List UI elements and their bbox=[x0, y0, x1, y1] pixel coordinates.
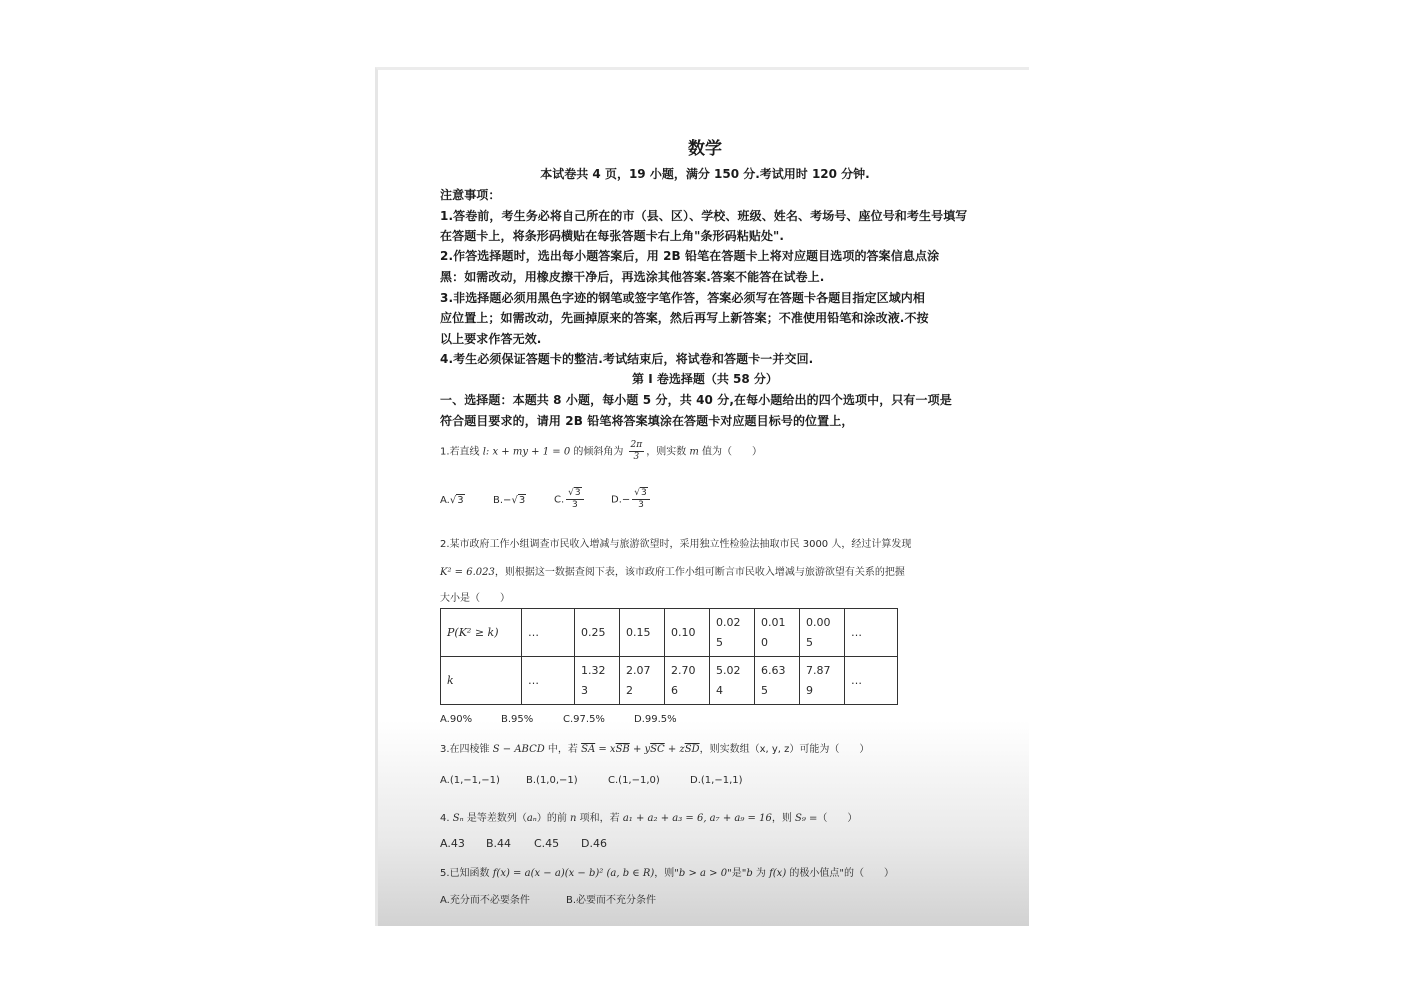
radicand: 3 bbox=[518, 495, 526, 506]
choice-label: D. bbox=[611, 494, 622, 506]
table-cell: 0.00 5 bbox=[800, 609, 845, 657]
q3-choice-d: D.(1,−1,1) bbox=[690, 775, 743, 786]
q5-text: ，则" bbox=[654, 868, 679, 879]
q1-text: 1.若直线 bbox=[440, 446, 483, 458]
q1-angle-fraction bbox=[629, 440, 645, 463]
question-2-stem-line3: 大小是（ ） bbox=[440, 593, 510, 604]
vector-sb: $\overline{SB}$ bbox=[615, 744, 630, 755]
choice-fraction: $\frac{√3}{3}$ bbox=[632, 488, 649, 511]
table-header-cell: k bbox=[441, 657, 522, 705]
note-line: 应位置上；如需改动，先画掉原来的答案，然后再写上新答案；不准使用铅笔和涂改液.不按 bbox=[440, 311, 929, 325]
q3-eq-part: + z bbox=[664, 744, 685, 755]
q4-choice-c: C.45 bbox=[534, 837, 560, 850]
vector-sa: $\overline{SA}$ bbox=[581, 744, 596, 755]
table-cell: … bbox=[845, 609, 898, 657]
table-row bbox=[441, 657, 898, 705]
q1-choice-d bbox=[611, 488, 652, 511]
q3-text: 3.在四棱锥 bbox=[440, 744, 493, 755]
q2-choice-d: D.99.5% bbox=[634, 714, 677, 725]
q2-choice-a: A.90% bbox=[440, 714, 473, 725]
exam-subtitle: 本试卷共 4 页，19 小题，满分 150 分.考试用时 120 分钟. bbox=[540, 167, 870, 181]
table-cell: 0.02 5 bbox=[710, 609, 755, 657]
note-line: 4.考生必须保证答题卡的整洁.考试结束后，将试卷和答题卡一并交回. bbox=[440, 352, 814, 366]
minus-sign: − bbox=[503, 495, 512, 506]
q5-f: f(x) bbox=[769, 868, 787, 879]
q2-k-value: K² = 6.023 bbox=[440, 567, 495, 578]
q2-choice-b: B.95% bbox=[501, 714, 534, 725]
choice-label: B. bbox=[493, 495, 504, 506]
denominator: 3 bbox=[572, 500, 578, 510]
note-line: 1.答卷前，考生务必将自己所在的市（县、区）、学校、班级、姓名、考场号、座位号和考生号填写 bbox=[440, 209, 968, 223]
q2-choice-c: C.97.5% bbox=[563, 714, 605, 725]
q2-text: ，则根据这一数据查阅下表，该市政府工作小组可断言市民收入增减与旅游欲望有关系的把握 bbox=[494, 567, 905, 578]
q4-text: =（ ） bbox=[805, 813, 858, 824]
radicand: 3 bbox=[641, 488, 647, 498]
question-3-stem bbox=[440, 740, 869, 755]
table-cell: 2.07 2 bbox=[620, 657, 665, 705]
question-5-stem bbox=[440, 864, 894, 879]
q4-s9: S₉ bbox=[795, 813, 806, 824]
critical-value-table bbox=[440, 608, 898, 705]
note-line: 以上要求作答无效. bbox=[440, 332, 542, 346]
q1-angle-numerator: 2π bbox=[630, 440, 643, 450]
question-1-stem bbox=[440, 440, 762, 463]
q3-choice-a: A.(1,−1,−1) bbox=[440, 775, 500, 786]
q1-choice-c bbox=[554, 488, 586, 511]
q4-text: 4. bbox=[440, 813, 453, 824]
q4-text: 是等差数列（ bbox=[463, 813, 527, 824]
q4-choice-b: B.44 bbox=[486, 837, 512, 850]
table-cell: 0.15 bbox=[620, 609, 665, 657]
q4-text: ，则 bbox=[771, 813, 796, 824]
choice-fraction: $\frac{√3}{3}$ bbox=[566, 488, 583, 511]
q1-text: ，则实数 bbox=[646, 446, 690, 458]
q4-choice-a: A.43 bbox=[440, 837, 465, 850]
vector-sd: $\overline{SD}$ bbox=[684, 744, 700, 755]
q4-condition: a₁ + a₂ + a₃ = 6, a₇ + a₉ = 16 bbox=[622, 813, 772, 824]
table-cell: 5.02 4 bbox=[710, 657, 755, 705]
denominator: 3 bbox=[638, 500, 644, 510]
q1-line-expression: l: x + my + 1 = 0 bbox=[482, 446, 571, 458]
q5-text: 的极小值点"的（ ） bbox=[786, 868, 895, 879]
table-cell: … bbox=[522, 657, 575, 705]
question-2-stem-line2 bbox=[440, 563, 905, 578]
exam-title: 数学 bbox=[688, 139, 722, 159]
q5-text: 5.已知函数 bbox=[440, 868, 493, 879]
q5-b: b bbox=[746, 868, 753, 879]
section-title: 第 I 卷选择题（共 58 分） bbox=[632, 372, 778, 386]
q4-text: 项和，若 bbox=[576, 813, 623, 824]
notes-heading: 注意事项： bbox=[440, 188, 501, 202]
radicand: 3 bbox=[457, 495, 464, 506]
table-row bbox=[441, 609, 898, 657]
q3-choice-b: B.(1,0,−1) bbox=[526, 775, 578, 786]
vector-sc: $\overline{SC}$ bbox=[650, 744, 665, 755]
table-cell: … bbox=[845, 657, 898, 705]
note-line: 2.作答选择题时，选出每小题答案后，用 2B 铅笔在答题卡上将对应题目选项的答案信息点涂 bbox=[440, 249, 940, 263]
q3-choice-c: C.(1,−1,0) bbox=[608, 775, 660, 786]
q5-choice-a: A.充分而不必要条件 bbox=[440, 895, 530, 906]
q4-an: aₙ bbox=[526, 813, 537, 824]
table-cell: 0.25 bbox=[575, 609, 620, 657]
q3-text: ，则实数组（x, y, z）可能为（ ） bbox=[699, 744, 870, 755]
q4-text: ）的前 bbox=[536, 813, 571, 824]
table-header-cell: P(K² ≥ k) bbox=[441, 609, 522, 657]
choice-label: A. bbox=[440, 495, 450, 506]
table-cell: … bbox=[522, 609, 575, 657]
table-cell: 1.32 3 bbox=[575, 657, 620, 705]
choice-label: C. bbox=[554, 494, 565, 506]
q5-text: "是" bbox=[727, 868, 747, 879]
table-cell: 0.10 bbox=[665, 609, 710, 657]
q1-text: 值为（ ） bbox=[698, 446, 763, 458]
q1-variable: m bbox=[689, 446, 699, 458]
question-4-stem bbox=[440, 809, 857, 824]
note-line: 3.非选择题必须用黑色字迹的钢笔或签字笔作答，答案必须写在答题卡各题目指定区域内相 bbox=[440, 291, 926, 305]
section-intro-line: 一、选择题：本题共 8 小题，每小题 5 分，共 40 分,在每小题给出的四个选项中，只有一项是 bbox=[440, 393, 952, 407]
q1-angle-denominator: 3 bbox=[633, 452, 640, 462]
table-cell: 6.63 5 bbox=[755, 657, 800, 705]
q1-text: 的倾斜角为 bbox=[570, 446, 627, 458]
section-intro-line: 符合题目要求的，请用 2B 铅笔将答案填涂在答题卡对应题目标号的位置上， bbox=[440, 414, 854, 428]
q5-choice-b: B.必要而不充分条件 bbox=[566, 895, 657, 906]
q3-text: 中，若 bbox=[544, 744, 582, 755]
q1-choice-a: A.√3 bbox=[440, 495, 464, 506]
q5-condition: b > a > 0 bbox=[678, 868, 728, 879]
question-2-stem: 2.某市政府工作小组调查市民收入增减与旅游欲望时，采用独立性检验法抽取市民 3000 人，经过计算发现 bbox=[440, 539, 912, 550]
note-line: 在答题卡上，将条形码横贴在每张答题卡右上角"条形码粘贴处". bbox=[440, 229, 785, 243]
table-cell: 2.70 6 bbox=[665, 657, 710, 705]
q5-function: f(x) = a(x − a)(x − b)² (a, b ∈ R) bbox=[492, 868, 655, 879]
table-cell: 7.87 9 bbox=[800, 657, 845, 705]
q3-eq-part: = x bbox=[595, 744, 616, 755]
exam-page bbox=[375, 67, 1029, 926]
radicand: 3 bbox=[574, 488, 581, 498]
q1-choice-b: B.−√3 bbox=[493, 495, 526, 506]
q5-text: 为 bbox=[752, 868, 770, 879]
minus-sign: − bbox=[621, 494, 631, 506]
q4-sn: Sₙ bbox=[452, 813, 464, 824]
q4-choice-d: D.46 bbox=[581, 837, 607, 850]
note-line: 黑：如需改动，用橡皮擦干净后，再选涂其他答案.答案不能答在试卷上. bbox=[440, 270, 825, 284]
q3-pyramid: S − ABCD bbox=[492, 744, 545, 755]
q3-eq-part: + y bbox=[629, 744, 651, 755]
table-cell: 0.01 0 bbox=[755, 609, 800, 657]
q4-n: n bbox=[570, 813, 577, 824]
